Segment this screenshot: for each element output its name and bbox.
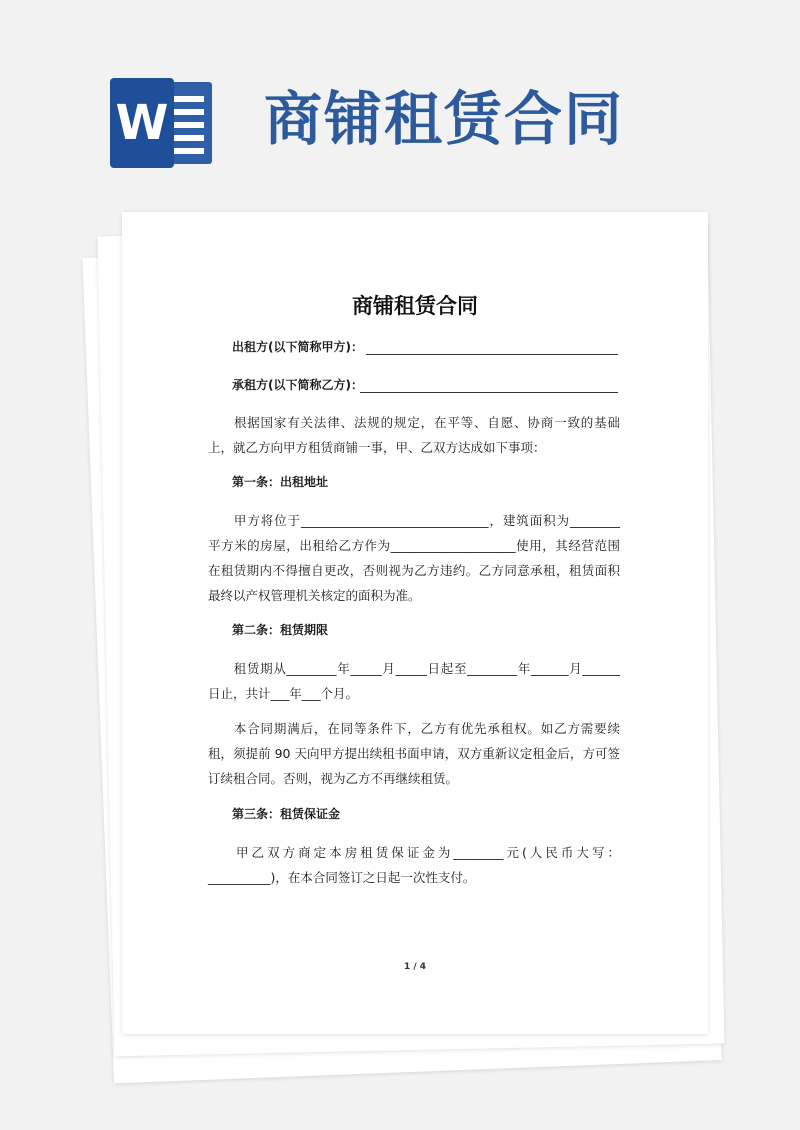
article2-text-1: 租赁期从________年_____月_____日起至________年______月______日止，共计___年___个月。	[208, 661, 620, 701]
article1-heading: 第一条：出租地址	[232, 475, 329, 489]
page-number: 1 / 4	[403, 962, 427, 972]
intro-paragraph	[208, 410, 620, 460]
document-title: 商铺租赁合同	[352, 294, 478, 318]
article3-heading: 第三条：租赁保证金	[232, 807, 341, 821]
article3-text: 甲乙双方商定本房租赁保证金为________元(人民币大写：__________)，在本合同签订之日起一次性支付。	[208, 845, 620, 885]
article2-paragraph-2	[208, 716, 620, 791]
article1-paragraph	[208, 508, 620, 608]
article2-text-2: 本合同期满后，在同等条件下，乙方有优先承租权。如乙方需要续租，须提前 90 天向甲方提出续租书面申请，双方重新议定租金后，方可签订续租合同。否则，视为乙方不再继续租赁。	[208, 721, 620, 786]
party-b-label: 承租方(以下简称乙方)：	[232, 378, 371, 392]
document-page	[122, 212, 708, 1034]
party-b-field	[232, 374, 618, 396]
party-b-blank	[360, 392, 618, 393]
article1-text: 甲方将位于______________________________，建筑面积为________平方米的房屋，出租给乙方作为____________________使用，其经营范围在租赁期内不得擅自更改，否则视为乙方违约。乙方同意承租，租赁面积最终以产权管理机关核定的面积为准。	[208, 513, 620, 603]
party-a-label: 出租方(以下简称甲方)：	[232, 340, 371, 354]
party-a-blank	[366, 354, 618, 355]
word-logo-letter: W	[110, 78, 174, 168]
article3-paragraph	[208, 840, 620, 890]
article2-heading: 第二条：租赁期限	[232, 623, 329, 637]
page-heading: 商铺租赁合同	[264, 85, 625, 153]
party-a-field	[232, 336, 618, 358]
word-app-icon	[110, 78, 212, 168]
intro-text: 根据国家有关法律、法规的规定，在平等、自愿、协商一致的基础上，就乙方向甲方租赁商铺一事，甲、乙双方达成如下事项：	[208, 415, 620, 455]
article2-paragraph-1	[208, 656, 620, 706]
